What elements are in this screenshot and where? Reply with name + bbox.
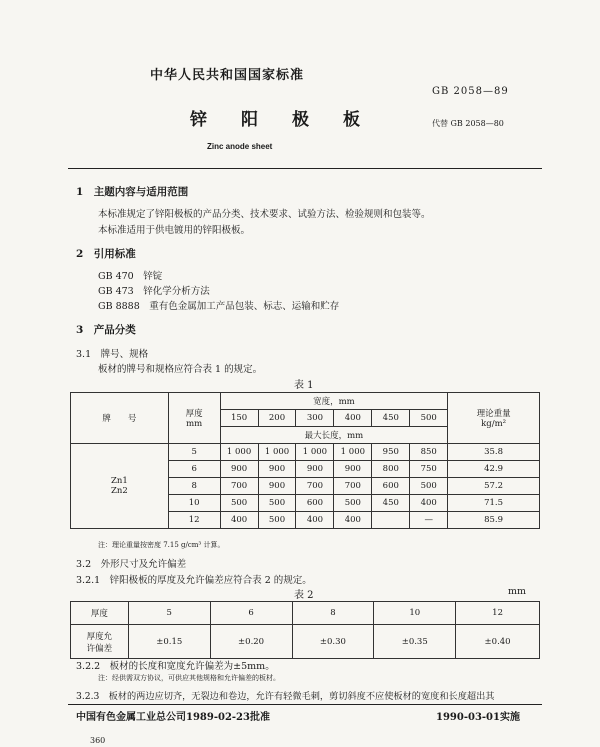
table-cell: 85.9: [448, 512, 540, 529]
table-2-tolerance-label: 厚度允 许偏差: [71, 625, 129, 659]
table-cell: [372, 512, 410, 529]
table-cell: 1 000: [334, 444, 372, 461]
table-cell: 500: [220, 495, 258, 512]
table-1-width-col: 150: [220, 410, 258, 427]
header-divider: [68, 168, 542, 169]
table-cell: 35.8: [448, 444, 540, 461]
section-3-2-heading: 3.2 外形尺寸及允许偏差: [76, 559, 187, 570]
table-1-grades: Zn1 Zn2: [71, 444, 169, 529]
footer-divider: [68, 704, 542, 705]
table-cell: 400: [410, 495, 448, 512]
table-1-note: 注：理论重量按密度 7.15 g/cm³ 计算。: [98, 541, 225, 549]
table-1-thickness-header: 厚度 mm: [168, 393, 220, 444]
section-3-2-3: 3.2.3 板材的两边应切齐，无裂边和卷边，允许有轻微毛刺，剪切斜度不应使板材的宽度和长度超出其: [76, 691, 495, 702]
table-cell: 700: [334, 478, 372, 495]
table-cell: 400: [334, 512, 372, 529]
table-cell: 700: [296, 478, 334, 495]
section-3-1-paragraph: 板材的牌号和规格应符合表 1 的规定。: [98, 364, 263, 375]
table-1-width-col: 400: [334, 410, 372, 427]
page-number: 360: [90, 736, 106, 745]
section-1-paragraph-1: 本标准规定了锌阳极板的产品分类、技术要求、试验方法、检验规则和包装等。: [98, 209, 431, 220]
table-1-width-col: 300: [296, 410, 334, 427]
table-cell: 500: [258, 495, 296, 512]
table-1: [70, 392, 540, 529]
table-1-grade-header: 牌 号: [71, 393, 169, 444]
table-cell: 900: [334, 461, 372, 478]
table-2: [70, 601, 540, 659]
table-cell: 1 000: [296, 444, 334, 461]
table-row: [71, 625, 540, 659]
reference-3: GB 8888 重有色金属加工产品包装、标志、运输和贮存: [98, 301, 340, 312]
section-3-heading: 3 产品分类: [76, 324, 136, 336]
table-1-width-col: 500: [410, 410, 448, 427]
table-cell: 700: [220, 478, 258, 495]
table-cell: 500: [410, 478, 448, 495]
table-cell: ±0.20: [210, 625, 292, 659]
table-cell: 5: [168, 444, 220, 461]
replaces-note: 代替 GB 2058—80: [432, 119, 504, 128]
document-title: 锌阳极板: [190, 110, 394, 130]
table-cell: 900: [258, 461, 296, 478]
table-1-width-col: 200: [258, 410, 296, 427]
table-cell: 6: [168, 461, 220, 478]
standard-code: GB 2058—89: [432, 86, 509, 97]
section-1-heading: 1 主题内容与适用范围: [76, 186, 189, 198]
section-3-2-2-note: 注：经供需双方协议，可供应其他规格和允许偏差的板材。: [98, 674, 280, 682]
table-1-title: 表 1: [294, 380, 314, 391]
table-cell: —: [410, 512, 448, 529]
table-cell: 1 000: [220, 444, 258, 461]
table-cell: 600: [372, 478, 410, 495]
table-cell: 12: [168, 512, 220, 529]
table-cell: 57.2: [448, 478, 540, 495]
table-cell: 750: [410, 461, 448, 478]
table-cell: ±0.35: [374, 625, 456, 659]
table-cell: 400: [220, 512, 258, 529]
reference-1: GB 470 锌锭: [98, 271, 163, 282]
table-cell: 42.9: [448, 461, 540, 478]
table-cell: 900: [258, 478, 296, 495]
table-cell: 8: [168, 478, 220, 495]
table-cell: 12: [456, 602, 540, 625]
section-3-2-1: 3.2.1 锌阳极板的厚度及允许偏差应符合表 2 的规定。: [76, 575, 312, 586]
table-row: [71, 444, 540, 461]
table-1-max-length-header: 最大长度，mm: [220, 427, 448, 444]
section-1-paragraph-2: 本标准适用于供电镀用的锌阳极板。: [98, 225, 251, 236]
section-2-heading: 2 引用标准: [76, 248, 136, 260]
table-cell: 71.5: [448, 495, 540, 512]
table-2-unit: mm: [508, 586, 527, 597]
table-cell: ±0.30: [292, 625, 374, 659]
reference-2: GB 473 锌化学分析方法: [98, 286, 210, 297]
standard-title: 中华人民共和国国家标准: [150, 68, 305, 83]
table-cell: 950: [372, 444, 410, 461]
table-cell: 10: [168, 495, 220, 512]
english-title: Zinc anode sheet: [207, 142, 273, 151]
table-cell: 850: [410, 444, 448, 461]
table-1-weight-header: 理论重量 kg/m²: [448, 393, 540, 444]
section-3-1-heading: 3.1 牌号、规格: [76, 349, 149, 360]
table-cell: 450: [372, 495, 410, 512]
table-cell: 800: [372, 461, 410, 478]
implementation-date: 1990-03-01实施: [436, 712, 520, 723]
table-cell: 10: [374, 602, 456, 625]
table-cell: 500: [334, 495, 372, 512]
table-cell: 900: [220, 461, 258, 478]
table-cell: 6: [210, 602, 292, 625]
table-cell: 8: [292, 602, 374, 625]
table-cell: ±0.40: [456, 625, 540, 659]
table-cell: 400: [296, 512, 334, 529]
table-2-title: 表 2: [294, 590, 314, 601]
table-row: [71, 602, 540, 625]
table-cell: 900: [296, 461, 334, 478]
table-1-width-header: 宽度，mm: [220, 393, 448, 410]
table-2-thickness-label: 厚度: [71, 602, 129, 625]
table-cell: 600: [296, 495, 334, 512]
table-cell: 5: [128, 602, 210, 625]
table-1-width-col: 450: [372, 410, 410, 427]
table-cell: 1 000: [258, 444, 296, 461]
table-cell: 500: [258, 512, 296, 529]
section-3-2-2: 3.2.2 板材的长度和宽度允许偏差为±5mm。: [76, 661, 275, 672]
table-cell: ±0.15: [128, 625, 210, 659]
approval-note: 中国有色金属工业总公司1989-02-23批准: [76, 712, 270, 723]
